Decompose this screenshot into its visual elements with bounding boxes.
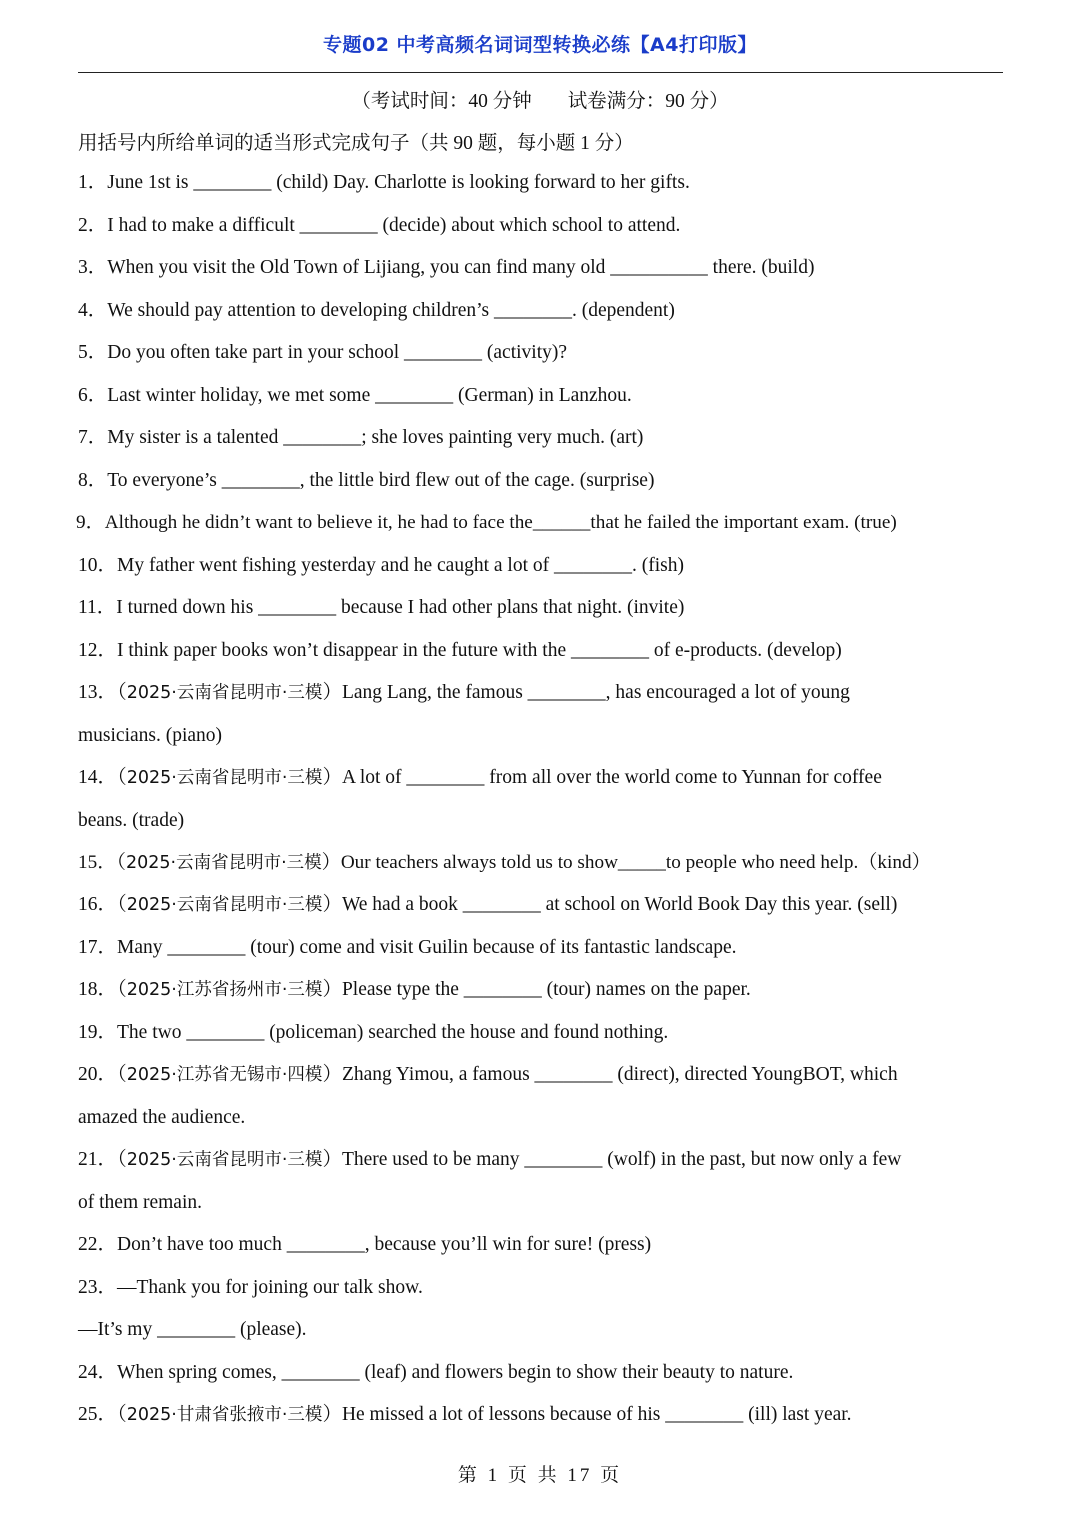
instruction-text: 用括号内所给单词的适当形式完成句子（共 90 题，每小题 1 分） — [78, 133, 634, 154]
question-line: 5．Do you often take part in your school ________ (activity)? — [78, 342, 568, 363]
question-line-continued: beans. (trade) — [78, 810, 185, 831]
question-line-continued: —It’s my ________ (please). — [78, 1319, 307, 1340]
question-source: 2025·云南省昆明市·三模 — [126, 768, 323, 788]
question-source: 2025·云南省昆明市·三模 — [125, 853, 322, 873]
question-source: 2025·江苏省扬州市·三模 — [126, 980, 323, 1000]
question-line: 19．The two ________ (policeman) searched the house and found nothing. — [78, 1022, 669, 1043]
question-line: 11．I turned down his ________ because I had other plans that night. (invite) — [78, 597, 685, 618]
question-line-continued: musicians. (piano) — [78, 725, 223, 746]
question-line: 15．（2025·云南省昆明市·三模）Our teachers always told us to show_____to people who need help.（kind） — [78, 852, 931, 873]
question-line: 16．（2025·云南省昆明市·三模）We had a book ________ at school on World Book Day this year. (sell) — [78, 894, 898, 915]
question-line: 7．My sister is a talented ________; she loves painting very much. (art) — [78, 427, 644, 448]
question-line: 24．When spring comes, ________ (leaf) and flowers begin to show their beauty to nature. — [78, 1362, 794, 1383]
exam-time: （考试时间：40 分钟 — [351, 91, 532, 112]
question-line: 17．Many ________ (tour) come and visit Guilin because of its fantastic landscape. — [78, 937, 737, 958]
question-line: 2．I had to make a difficult ________ (decide) about which school to attend. — [78, 215, 681, 236]
question-line: 14．（2025·云南省昆明市·三模）A lot of ________ from all over the world come to Yunnan for coffee — [78, 767, 882, 788]
page-footer: 第 1 页 共 17 页 — [457, 1465, 623, 1486]
question-line: 18．（2025·江苏省扬州市·三模）Please type the ________ (tour) names on the paper. — [78, 979, 751, 1000]
question-source: 2025·云南省昆明市·三模 — [126, 683, 323, 703]
question-line-continued: amazed the audience. — [78, 1107, 246, 1128]
question-line: 1．June 1st is ________ (child) Day. Charlotte is looking forward to her gifts. — [78, 172, 690, 193]
question-line: 20．（2025·江苏省无锡市·四模）Zhang Yimou, a famous ________ (direct), directed YoungBOT, which — [78, 1064, 898, 1085]
question-line: 21．（2025·云南省昆明市·三模）There used to be many ________ (wolf) in the past, but now only a few — [78, 1149, 902, 1170]
question-line: 8．To everyone’s ________, the little bird flew out of the cage. (surprise) — [78, 470, 655, 491]
question-line: 23．—Thank you for joining our talk show. — [78, 1277, 423, 1298]
exam-score: 试卷满分：90 分） — [567, 91, 729, 112]
exam-meta — [0, 85, 1080, 113]
question-source: 2025·甘肃省张掖市·三模 — [126, 1405, 323, 1425]
question-line: 4．We should pay attention to developing children’s ________. (dependent) — [78, 300, 675, 321]
question-line: 6．Last winter holiday, we met some ________ (German) in Lanzhou. — [78, 385, 632, 406]
question-line: 9．Although he didn’t want to believe it, he had to face the______that he failed the important exam. (true) — [76, 512, 897, 533]
question-line: 25．（2025·甘肃省张掖市·三模）He missed a lot of lessons because of his ________ (ill) last year. — [78, 1404, 852, 1425]
question-line: 13．（2025·云南省昆明市·三模）Lang Lang, the famous ________, has encouraged a lot of young — [78, 682, 850, 703]
page-title: 专题02 中考高频名词词型转换必练【A4打印版】 — [323, 34, 757, 56]
question-line: 10．My father went fishing yesterday and he caught a lot of ________. (fish) — [78, 555, 684, 576]
question-line: 3．When you visit the Old Town of Lijiang, you can find many old __________ there. (build) — [78, 257, 815, 278]
question-line: 22．Don’t have too much ________, because you’ll win for sure! (press) — [78, 1234, 652, 1255]
question-source: 2025·江苏省无锡市·四模 — [126, 1065, 323, 1085]
question-line-continued: of them remain. — [78, 1192, 202, 1213]
question-source: 2025·云南省昆明市·三模 — [126, 895, 323, 915]
question-line: 12．I think paper books won’t disappear in the future with the ________ of e-products. (develop) — [78, 640, 842, 661]
question-source: 2025·云南省昆明市·三模 — [126, 1150, 323, 1170]
header-divider — [78, 72, 1003, 73]
